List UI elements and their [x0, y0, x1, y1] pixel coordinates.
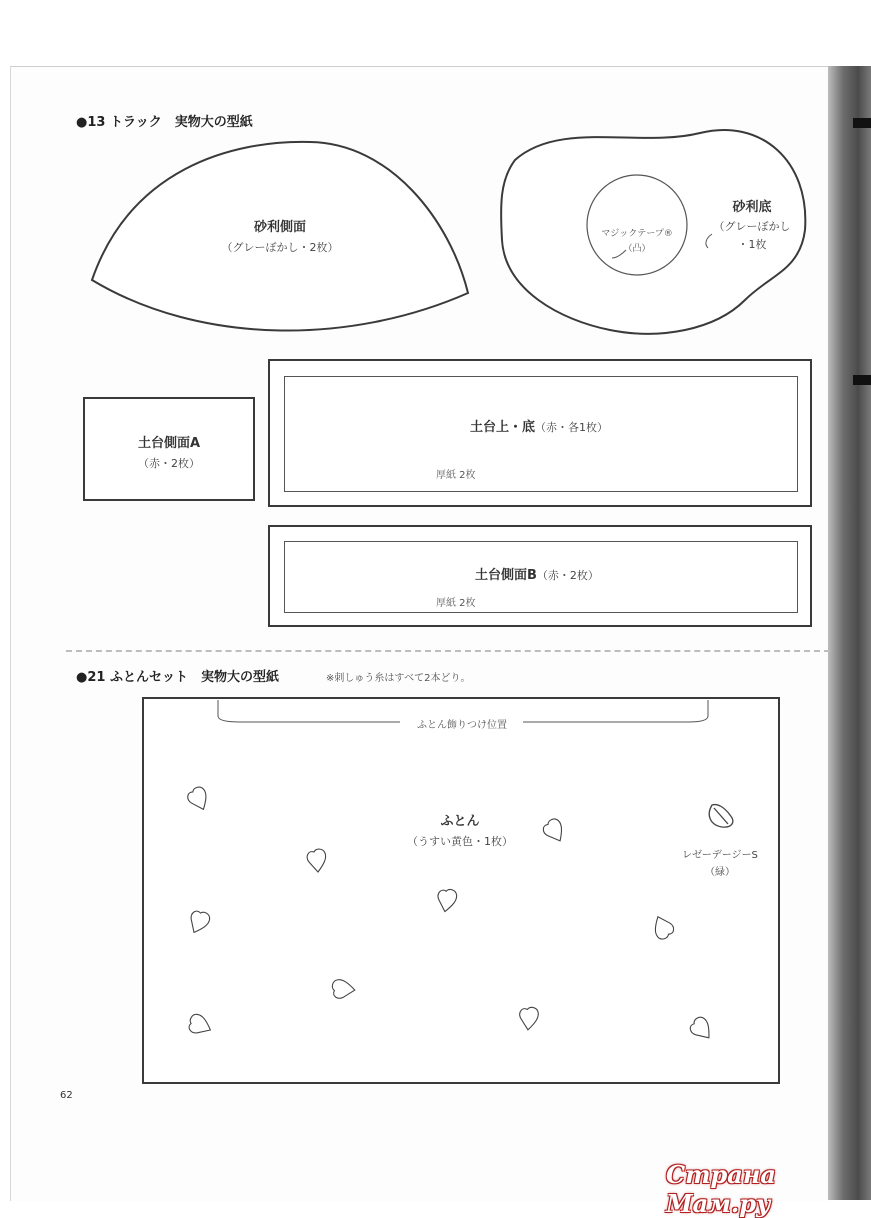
section-13-heading: ●13 トラック 実物大の型紙 [76, 115, 253, 130]
magic-tape-text: マジックテープ® [601, 229, 673, 239]
lazy-daisy-label [668, 846, 772, 878]
site-watermark: Страна Мам.ру [666, 1160, 776, 1218]
base-top-bottom-title: 土台上・底 [470, 420, 536, 435]
magic-tape-type: （凸） [623, 244, 651, 254]
futon-note: （うすい黄色・1枚） [407, 835, 513, 848]
lazy-daisy-title: レゼーデージーS [682, 850, 758, 861]
base-side-a-label [83, 432, 255, 471]
base-side-b-title: 土台側面B [475, 568, 537, 583]
gravel-bottom-label [702, 196, 802, 252]
gravel-side-title: 砂利側面 [253, 220, 306, 235]
futon-label [390, 810, 530, 849]
futon-outline [143, 698, 779, 1083]
thread-note: ※刺しゅう糸はすべて2本どり。 [326, 673, 471, 684]
page-number: 62 [60, 1090, 73, 1101]
gravel-bottom-note-2: ・1枚 [737, 238, 767, 251]
base-top-bottom-cardboard: 厚紙 2枚 [436, 470, 476, 481]
base-top-bottom-label [470, 416, 608, 435]
gravel-side-label [210, 216, 350, 255]
base-side-b-label [475, 564, 599, 583]
gravel-bottom-title: 砂利底 [732, 200, 772, 215]
base-side-a-title: 土台側面A [137, 436, 201, 451]
base-side-a-note: （赤・2枚） [138, 457, 200, 470]
gravel-bottom-note-1: （グレーぼかし [713, 220, 791, 233]
section-divider [66, 650, 830, 652]
lazy-daisy-color: （緑） [705, 867, 735, 878]
section-21-heading: ●21 ふとんセット 実物大の型紙 [76, 670, 279, 685]
gravel-side-note: （グレーぼかし・2枚） [221, 241, 339, 254]
base-side-b-cardboard: 厚紙 2枚 [436, 598, 476, 609]
base-side-b-note: （赤・2枚） [536, 569, 599, 582]
magic-tape-label [590, 226, 684, 254]
futon-title: ふとん [440, 814, 480, 829]
attach-position-label: ふとん飾りつけ位置 [404, 716, 520, 731]
base-top-bottom-note: （赤・各1枚） [535, 421, 609, 434]
